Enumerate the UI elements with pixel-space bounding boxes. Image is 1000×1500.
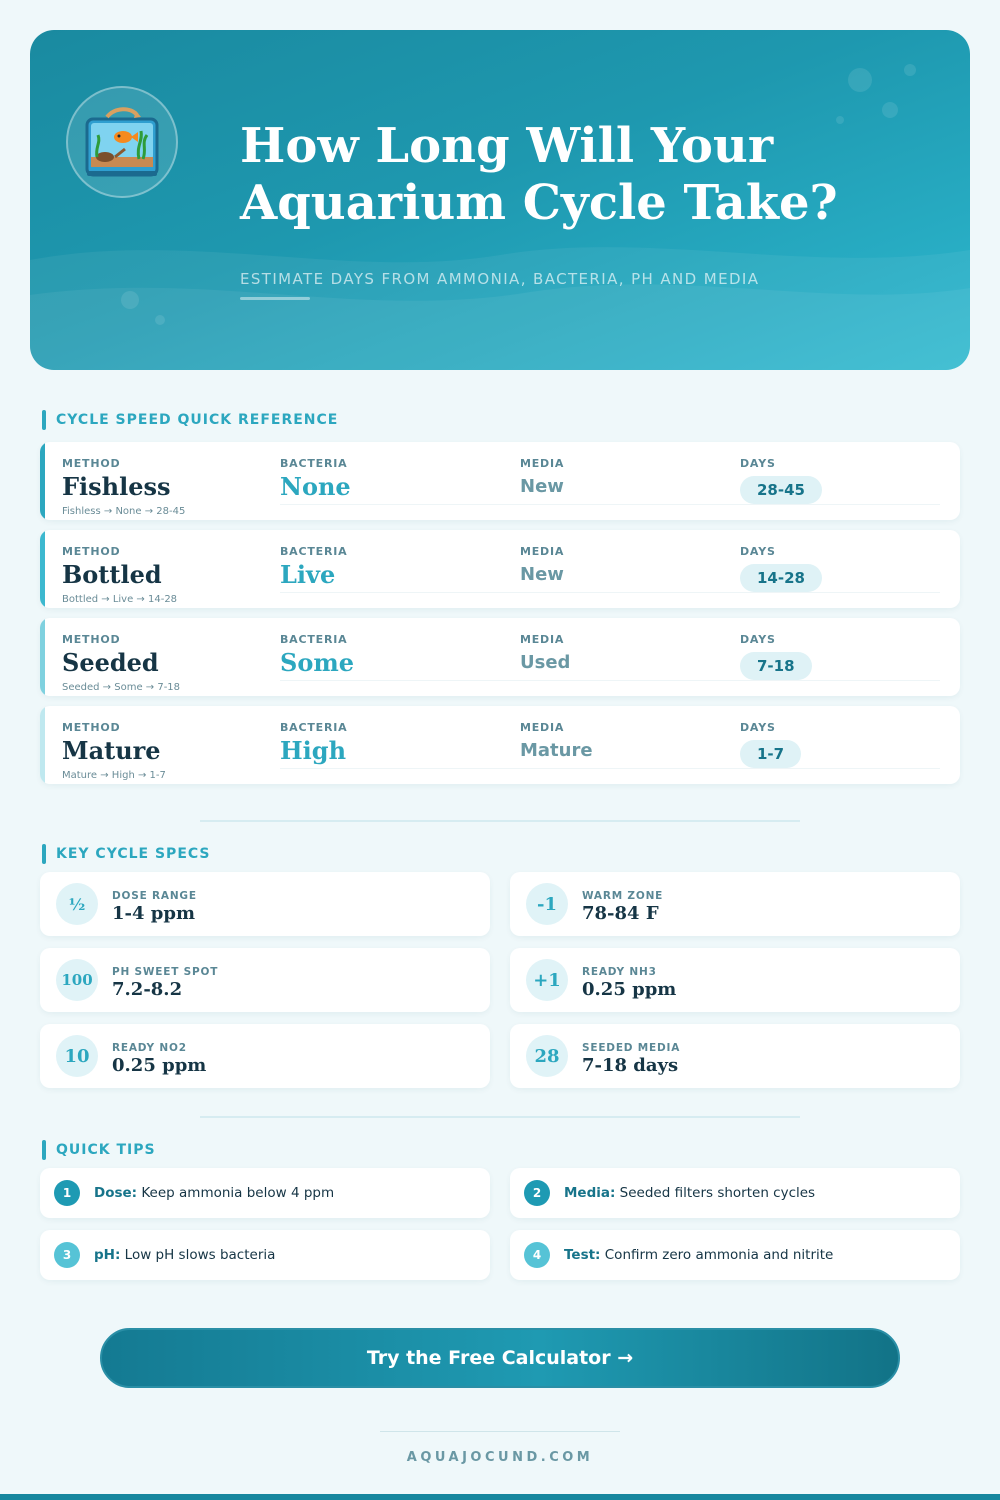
heading-accent-bar: [42, 410, 46, 430]
spec-card-seeded-media: [510, 1024, 960, 1088]
bacteria-label: BACTERIA: [280, 721, 348, 734]
media-value: New: [520, 564, 564, 585]
tip-description: Keep ammonia below 4 ppm: [137, 1185, 335, 1201]
spec-card-warm-zone: [510, 872, 960, 936]
media-cell: [520, 633, 570, 673]
method-label: METHOD: [62, 633, 121, 646]
footer-divider: [380, 1431, 620, 1432]
days-label: DAYS: [740, 721, 776, 734]
row-inner-divider: [280, 680, 940, 681]
reference-row-seeded: [40, 618, 960, 696]
title-line-2: Aquarium Cycle Take?: [240, 175, 838, 231]
bacteria-cell: [280, 721, 347, 765]
heading-accent-bar: [42, 1140, 46, 1160]
reference-row-bottled: [40, 530, 960, 608]
method-cell: [62, 457, 171, 501]
media-label: MEDIA: [520, 545, 565, 558]
tips-heading-text: QUICK TIPS: [56, 1142, 156, 1158]
aquarium-fish-tank-icon: [81, 101, 163, 183]
spec-value: 7-18 days: [582, 1055, 679, 1076]
bottom-accent-bar: [0, 1494, 1000, 1500]
media-cell: [520, 457, 564, 497]
tip-number-badge: 2: [524, 1180, 550, 1206]
days-badge: 1-7: [740, 740, 801, 768]
spec-card-dose-range: [40, 872, 490, 936]
tip-card-3: [40, 1230, 490, 1280]
tip-keyword: pH:: [94, 1247, 121, 1263]
logo-badge: [66, 86, 178, 198]
media-label: MEDIA: [520, 457, 565, 470]
reference-section-heading: [42, 410, 338, 430]
days-cell: [740, 457, 822, 504]
days-badge: 28-45: [740, 476, 822, 504]
media-label: MEDIA: [520, 633, 565, 646]
bacteria-label: BACTERIA: [280, 457, 348, 470]
media-label: MEDIA: [520, 721, 565, 734]
row-accent-bar: [40, 618, 45, 696]
calculator-cta-button[interactable]: Try the Free Calculator →: [100, 1328, 900, 1388]
section-divider: [200, 1116, 800, 1118]
row-inner-divider: [280, 768, 940, 769]
spec-number-badge: +1: [526, 959, 568, 1001]
tip-text: [94, 1247, 275, 1263]
section-divider: [200, 820, 800, 822]
spec-card-ready-no2: [40, 1024, 490, 1088]
tip-number-badge: 3: [54, 1242, 80, 1268]
days-label: DAYS: [740, 457, 776, 470]
title-line-1: How Long Will Your: [240, 118, 774, 174]
spec-number-badge: ½: [56, 883, 98, 925]
reference-heading-text: CYCLE SPEED QUICK REFERENCE: [56, 412, 339, 428]
row-summary: Fishless → None → 28-45: [62, 506, 186, 517]
media-value: New: [520, 476, 564, 497]
spec-label: READY NH3: [582, 966, 657, 978]
row-inner-divider: [280, 592, 940, 593]
method-value: Seeded: [62, 648, 159, 677]
row-accent-bar: [40, 706, 45, 784]
spec-value: 78-84 F: [582, 903, 659, 924]
spec-label: WARM ZONE: [582, 890, 664, 902]
days-label: DAYS: [740, 545, 776, 558]
tip-card-4: [510, 1230, 960, 1280]
footer-site-link[interactable]: AQUAJOCUND.COM: [406, 1450, 594, 1465]
page-subtitle: ESTIMATE DAYS FROM AMMONIA, BACTERIA, PH AND MEDIA: [240, 270, 760, 288]
bacteria-cell: [280, 633, 354, 677]
row-summary: Bottled → Live → 14-28: [62, 594, 178, 605]
spec-label: DOSE RANGE: [112, 890, 197, 902]
row-accent-bar: [40, 530, 45, 608]
row-summary: Mature → High → 1-7: [62, 770, 166, 781]
tip-card-1: [40, 1168, 490, 1218]
spec-number-badge: -1: [526, 883, 568, 925]
tip-number-badge: 4: [524, 1242, 550, 1268]
tip-keyword: Dose:: [94, 1185, 138, 1201]
media-cell: [520, 545, 564, 585]
spec-value: 0.25 ppm: [112, 1055, 207, 1076]
bacteria-label: BACTERIA: [280, 633, 348, 646]
reference-row-mature: [40, 706, 960, 784]
tips-section-heading: [42, 1140, 156, 1160]
spec-number-badge: 10: [56, 1035, 98, 1077]
tip-description: Seeded filters shorten cycles: [615, 1185, 816, 1201]
bacteria-cell: [280, 457, 351, 501]
spec-number-badge: 100: [56, 959, 98, 1001]
spec-value: 1-4 ppm: [112, 903, 196, 924]
heading-accent-bar: [42, 844, 46, 864]
spec-value: 0.25 ppm: [582, 979, 677, 1000]
hero-banner: [30, 30, 970, 370]
method-label: METHOD: [62, 545, 121, 558]
tip-keyword: Media:: [564, 1185, 616, 1201]
bacteria-label: BACTERIA: [280, 545, 348, 558]
method-cell: [62, 721, 161, 765]
row-inner-divider: [280, 504, 940, 505]
tip-description: Confirm zero ammonia and nitrite: [600, 1247, 834, 1263]
days-badge: 14-28: [740, 564, 822, 592]
spec-label: SEEDED MEDIA: [582, 1042, 681, 1054]
spec-card-ph-sweet-spot: [40, 948, 490, 1012]
tip-keyword: Test:: [564, 1247, 601, 1263]
spec-label: READY NO2: [112, 1042, 187, 1054]
reference-row-fishless: [40, 442, 960, 520]
method-cell: [62, 633, 159, 677]
row-accent-bar: [40, 442, 45, 520]
method-value: Fishless: [62, 472, 171, 501]
subtitle-underline: [240, 297, 310, 300]
specs-heading-text: KEY CYCLE SPECS: [56, 846, 211, 862]
media-value: Used: [520, 652, 571, 673]
bacteria-cell: [280, 545, 347, 589]
tip-text: [564, 1185, 815, 1201]
specs-section-heading: [42, 844, 211, 864]
spec-number-badge: 28: [526, 1035, 568, 1077]
method-value: Bottled: [62, 560, 162, 589]
method-cell: [62, 545, 162, 589]
tip-card-2: [510, 1168, 960, 1218]
row-summary: Seeded → Some → 7-18: [62, 682, 181, 693]
method-label: METHOD: [62, 457, 121, 470]
spec-label: PH SWEET SPOT: [112, 966, 219, 978]
bacteria-value: Some: [280, 648, 355, 677]
page-title: [240, 118, 920, 232]
bacteria-value: Live: [280, 560, 336, 589]
spec-value: 7.2-8.2: [112, 979, 183, 1000]
media-value: Mature: [520, 740, 593, 761]
days-cell: [740, 633, 812, 680]
bacteria-value: High: [280, 736, 347, 765]
days-cell: [740, 721, 801, 768]
days-label: DAYS: [740, 633, 776, 646]
days-badge: 7-18: [740, 652, 812, 680]
method-value: Mature: [62, 736, 161, 765]
spec-card-ready-nh3: [510, 948, 960, 1012]
method-label: METHOD: [62, 721, 121, 734]
days-cell: [740, 545, 822, 592]
tip-number-badge: 1: [54, 1180, 80, 1206]
media-cell: [520, 721, 593, 761]
tip-description: Low pH slows bacteria: [120, 1247, 276, 1263]
tip-text: [94, 1185, 334, 1201]
tip-text: [564, 1247, 833, 1263]
bacteria-value: None: [280, 472, 351, 501]
